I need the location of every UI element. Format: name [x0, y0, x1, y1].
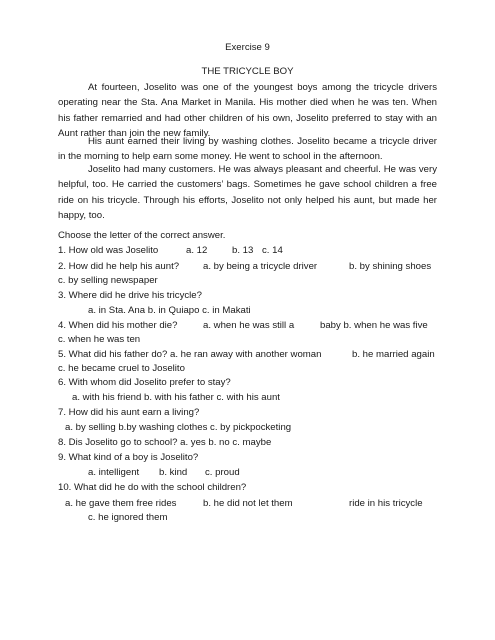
story-paragraph-3: Joselito had many customers. He was always pleasant and cheerful. He was very helpful, too. He carried the customers’ bags. Sometimes he gave school children a free ride on his tricycle. Through his efforts, Joselito not only helped his aunt, but made her happy, too. — [58, 164, 437, 221]
question-9: 9. What kind of a boy is Joselito? — [58, 452, 199, 463]
question-5: 5. What did his father do? a. he ran away with another woman — [58, 349, 322, 360]
question-1: 1. How old was Joselito — [58, 245, 159, 256]
exercise-label: Exercise 9 — [225, 42, 270, 53]
q1-option-b: b. 13 — [232, 245, 254, 256]
question-10: 10. What did he do with the school children? — [58, 482, 247, 493]
q1-option-a: a. 12 — [186, 245, 208, 256]
q4-option-a: a. when he was still a — [203, 320, 295, 331]
quiz-instruction: Choose the letter of the correct answer. — [58, 230, 226, 241]
question-8: 8. Dis Joselito go to school? a. yes b. no c. maybe — [58, 437, 272, 448]
question-7: 7. How did his aunt earn a living? — [58, 407, 200, 418]
q9-option-c: c. proud — [205, 467, 240, 478]
q5-option-b: b. he married again — [352, 349, 435, 360]
q2-option-c: c. by selling newspaper — [58, 275, 158, 286]
q10-option-a: a. he gave them free rides — [65, 498, 177, 509]
q7-options: a. by selling b.by washing clothes c. by pickpocketing — [65, 422, 292, 433]
q10-option-b-continued: ride in his tricycle — [349, 498, 423, 509]
q10-option-b: b. he did not let them — [203, 498, 293, 509]
q1-option-c: c. 14 — [262, 245, 283, 256]
q4-option-c: c. when he was ten — [58, 334, 141, 345]
story-paragraph-1: At fourteen, Joselito was one of the youngest boys among the tricycle drivers operating near the Sta. Ana Market in Manila. His mother died when he was ten. When his father remarried and had other children of his own, Joselito preferred to stay with an Aunt rather than join the new family. — [58, 82, 437, 139]
q10-option-c: c. he ignored them — [88, 512, 168, 523]
question-2: 2. How did he help his aunt? — [58, 261, 180, 272]
q9-option-b: b. kind — [159, 467, 188, 478]
story-title: THE TRICYCLE BOY — [201, 66, 294, 77]
q3-options: a. in Sta. Ana b. in Quiapo c. in Makati — [88, 305, 251, 316]
question-4: 4. When did his mother die? — [58, 320, 178, 331]
q2-option-b: b. by shining shoes — [349, 261, 432, 272]
story-paragraph-2: His aunt earned their living by washing clothes. Joselito became a tricycle driver in the morning to help earn some money. He went to school in the afternoon. — [58, 136, 437, 163]
q9-option-a: a. intelligent — [88, 467, 140, 478]
q5-option-c: c. he became cruel to Joselito — [58, 363, 185, 374]
question-6: 6. With whom did Joselito prefer to stay? — [58, 377, 231, 388]
q2-option-a: a. by being a tricycle driver — [203, 261, 318, 272]
q4-option-b: baby b. when he was five — [320, 320, 428, 331]
question-3: 3. Where did he drive his tricycle? — [58, 290, 202, 301]
q6-options: a. with his friend b. with his father c. with his aunt — [72, 392, 280, 403]
